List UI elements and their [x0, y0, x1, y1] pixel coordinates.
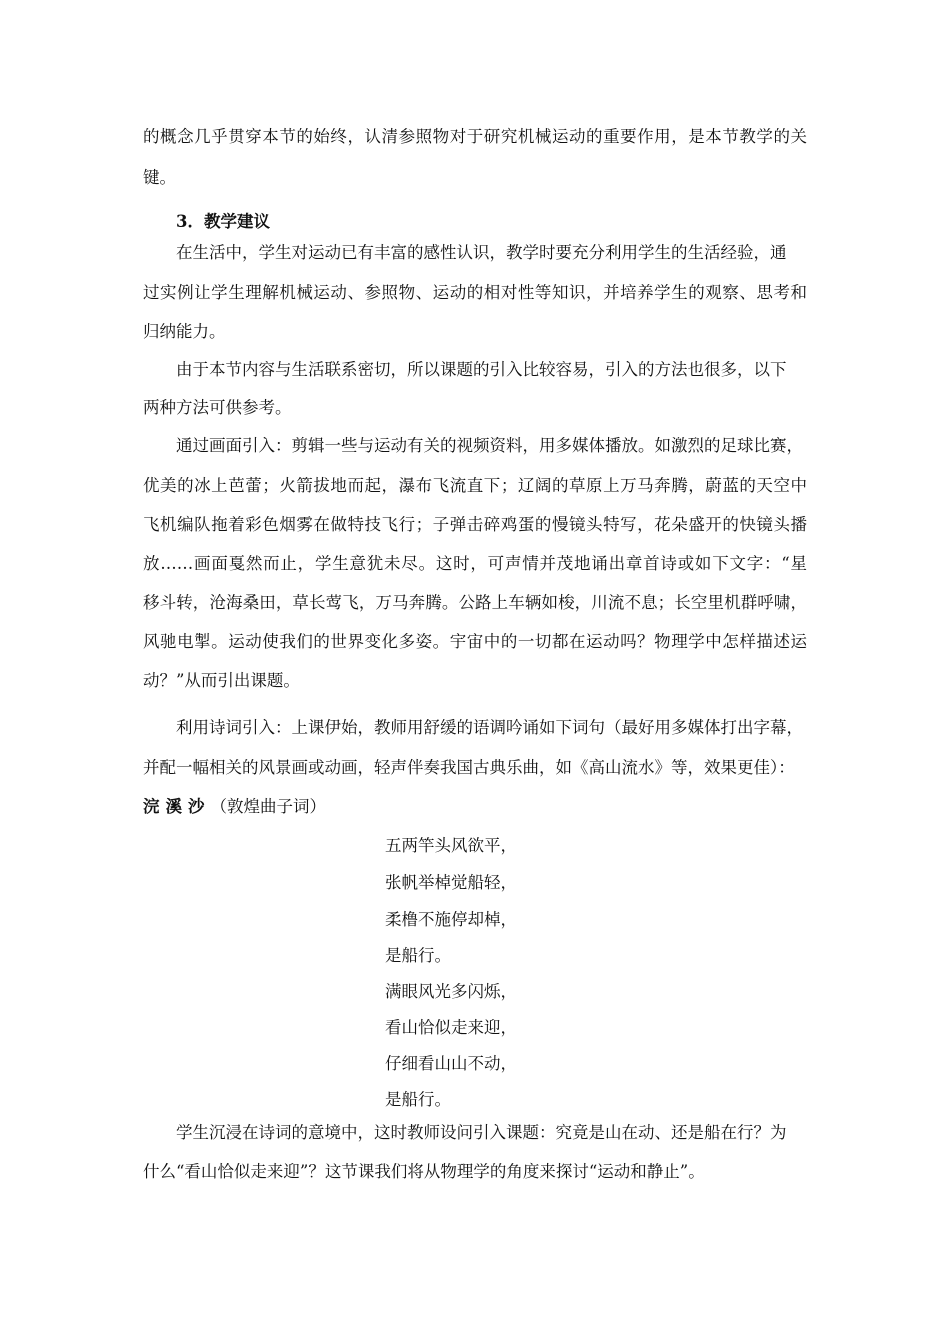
p2-line-2: 两种方法可供参考。 — [143, 398, 292, 417]
poem-line-1: 五两竿头风欲平， — [385, 836, 517, 855]
poem-line-8: 是船行。 — [385, 1090, 451, 1109]
p3-line-1: 通过画面引入：剪辑一些与运动有关的视频资料，用多媒体播放。如激烈的足球比赛， — [176, 436, 803, 455]
intro-line-1: 的概念几乎贯穿本节的始终，认清参照物对于研究机械运动的重要作用，是本节教学的关 — [143, 127, 807, 146]
p1-line-3: 归纳能力。 — [143, 322, 226, 341]
p3-line-4: 放……画面戛然而止，学生意犹未尽。这时，可声情并茂地诵出章首诗或如下文字：“星 — [143, 554, 807, 573]
p3-line-5: 移斗转，沧海桑田，草长莺飞，万马奔腾。公路上车辆如梭，川流不息；长空里机群呼啸， — [143, 593, 807, 612]
p4-line-1: 利用诗词引入：上课伊始，教师用舒缓的语调吟诵如下词句（最好用多媒体打出字幕， — [176, 718, 803, 737]
intro-line-2: 键。 — [143, 168, 176, 187]
poem-title: 浣溪沙 — [143, 797, 211, 816]
p5-line-2: 什么“看山恰似走来迎”？这节课我们将从物理学的角度来探讨“运动和静止”。 — [143, 1162, 705, 1181]
section-heading: 3．教学建议 — [176, 212, 270, 231]
p1-line-1: 在生活中，学生对运动已有丰富的感性认识，教学时要充分利用学生的生活经验，通 — [176, 243, 787, 262]
p3-line-7: 动？”从而引出课题。 — [143, 671, 300, 690]
p2-line-1: 由于本节内容与生活联系密切，所以课题的引入比较容易，引入的方法也很多，以下 — [176, 360, 787, 379]
p3-line-3: 飞机编队拖着彩色烟雾在做特技飞行；子弹击碎鸡蛋的慢镜头特写，花朵盛开的快镜头播 — [143, 515, 807, 534]
p3-line-2: 优美的冰上芭蕾；火箭拔地而起，瀑布飞流直下；辽阔的草原上万马奔腾，蔚蓝的天空中 — [143, 476, 807, 495]
poem-heading — [143, 797, 326, 817]
p4-line-2: 并配一幅相关的风景画或动画，轻声伴奏我国古典乐曲，如《高山流水》等，效果更佳）： — [143, 758, 795, 777]
p1-line-2: 过实例让学生理解机械运动、参照物、运动的相对性等知识，并培养学生的观察、思考和 — [143, 283, 807, 302]
poem-line-5: 满眼风光多闪烁， — [385, 982, 517, 1001]
p3-line-6: 风驰电掣。运动使我们的世界变化多姿。宇宙中的一切都在运动吗？物理学中怎样描述运 — [143, 632, 807, 651]
poem-line-2: 张帆举棹觉船轻， — [385, 873, 517, 892]
poem-line-3: 柔橹不施停却棹， — [385, 910, 517, 929]
poem-line-6: 看山恰似走来迎， — [385, 1018, 517, 1037]
poem-line-4: 是船行。 — [385, 946, 451, 965]
p5-line-1: 学生沉浸在诗词的意境中，这时教师设问引入课题：究竟是山在动、还是船在行？为 — [176, 1123, 787, 1142]
poem-line-7: 仔细看山山不动， — [385, 1054, 517, 1073]
poem-source: （敦煌曲子词） — [210, 797, 326, 816]
